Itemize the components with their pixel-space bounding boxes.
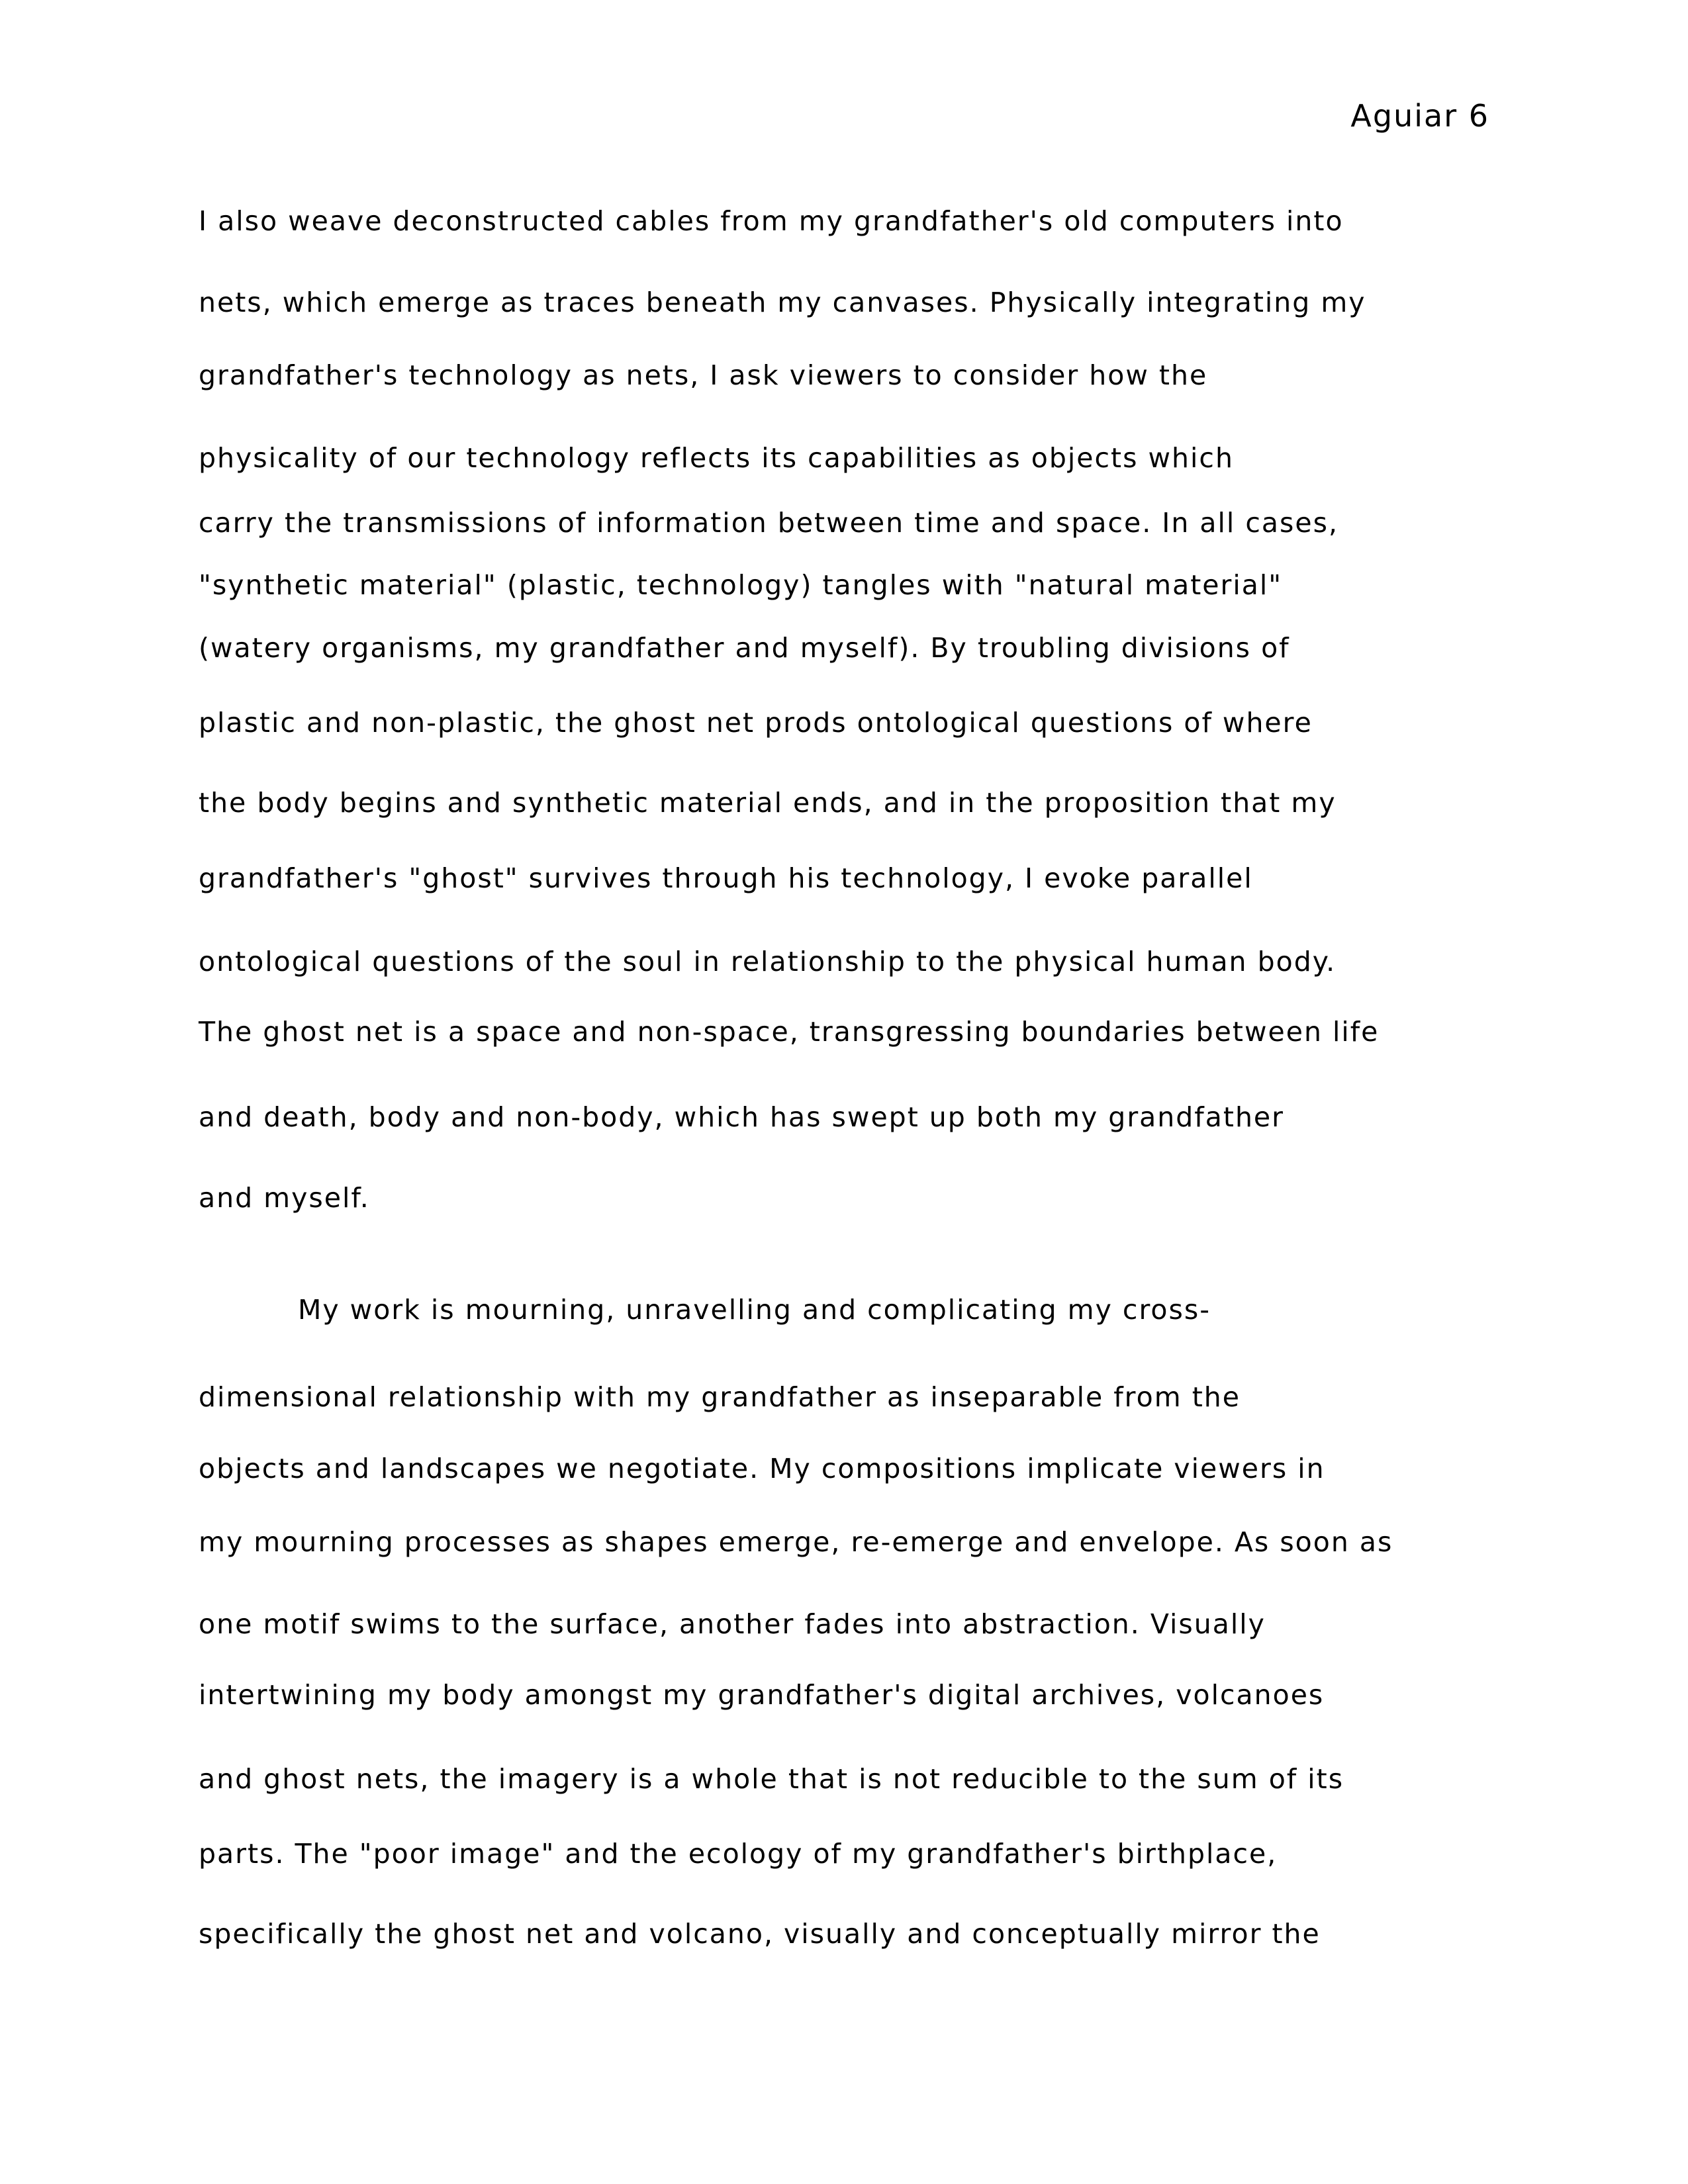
text-line: I also weave deconstructed cables from my grandfather's old computers into [199, 205, 1344, 237]
text-line: "synthetic material" (plastic, technology) tangles with "natural material" [199, 569, 1283, 601]
text-line: grandfather's technology as nets, I ask viewers to consider how the [199, 359, 1208, 391]
text-line: (watery organisms, my grandfather and myself). By troubling divisions of [199, 632, 1290, 664]
text-line: The ghost net is a space and non-space, transgressing boundaries between life [199, 1016, 1380, 1048]
text-line: carry the transmissions of information between time and space. In all cases, [199, 507, 1338, 539]
text-line: and myself. [199, 1182, 370, 1214]
text-line: the body begins and synthetic material ends, and in the proposition that my [199, 787, 1336, 819]
text-line: physicality of our technology reflects its capabilities as objects which [199, 442, 1234, 474]
text-line: and ghost nets, the imagery is a whole that is not reducible to the sum of its [199, 1763, 1344, 1795]
text-line: ontological questions of the soul in relationship to the physical human body. [199, 946, 1336, 978]
text-line: nets, which emerge as traces beneath my canvases. Physically integrating my [199, 287, 1366, 318]
text-line: grandfather's "ghost" survives through his technology, I evoke parallel [199, 862, 1253, 894]
text-line: and death, body and non-body, which has swept up both my grandfather [199, 1101, 1285, 1133]
running-head: Aguiar 6 [1350, 98, 1489, 134]
text-line: My work is mourning, unravelling and complicating my cross- [298, 1294, 1211, 1326]
text-line: intertwining my body amongst my grandfather's digital archives, volcanoes [199, 1679, 1325, 1711]
text-line: one motif swims to the surface, another fades into abstraction. Visually [199, 1608, 1266, 1640]
text-line: parts. The "poor image" and the ecology of my grandfather's birthplace, [199, 1838, 1278, 1870]
text-line: my mourning processes as shapes emerge, re-emerge and envelope. As soon as [199, 1526, 1393, 1558]
text-line: dimensional relationship with my grandfather as inseparable from the [199, 1381, 1241, 1413]
text-line: specifically the ghost net and volcano, visually and conceptually mirror the [199, 1918, 1321, 1950]
text-line: plastic and non-plastic, the ghost net prods ontological questions of where [199, 707, 1313, 739]
text-line: objects and landscapes we negotiate. My compositions implicate viewers in [199, 1453, 1325, 1484]
